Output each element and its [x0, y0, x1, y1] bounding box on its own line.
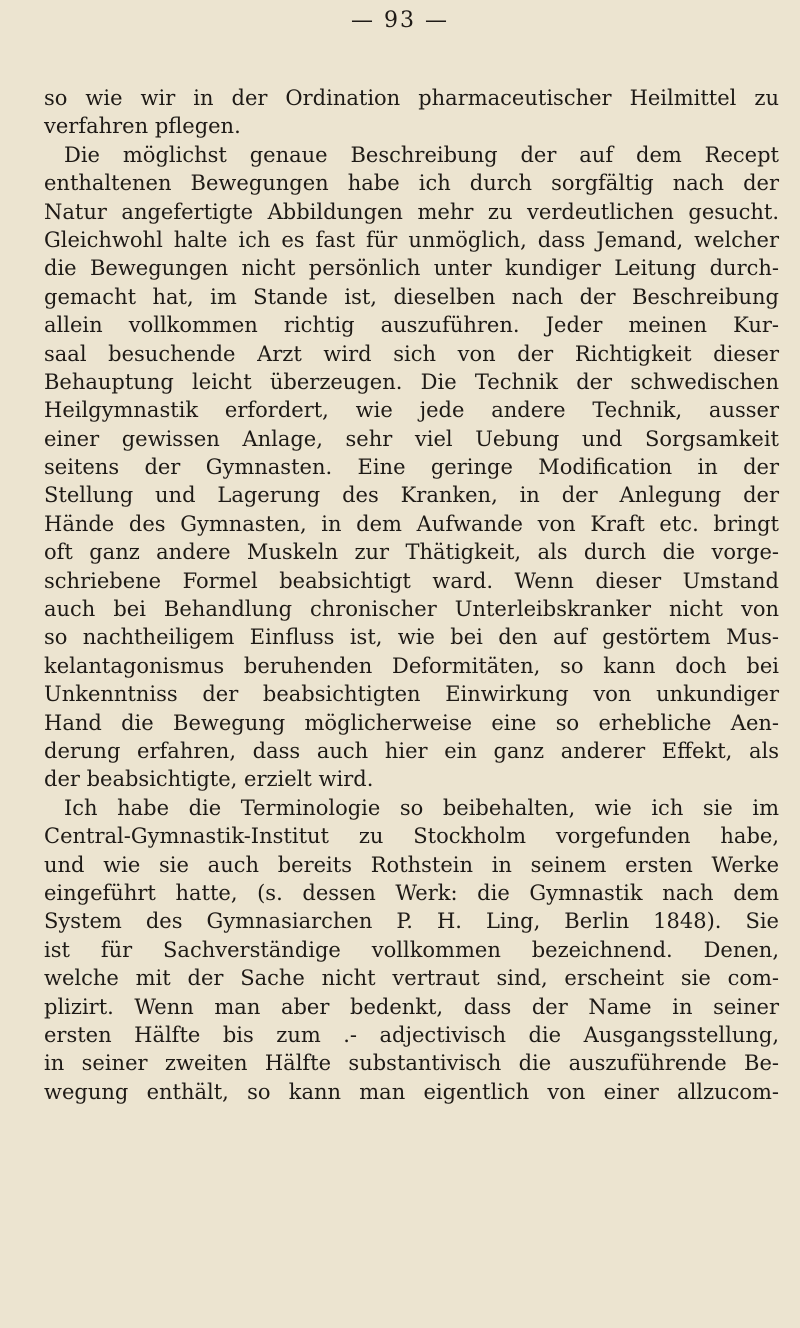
- text-line: derung erfahren, dass auch hier ein ganz anderer Effekt, als: [44, 738, 779, 763]
- text-line: oft ganz andere Muskeln zur Thätigkeit, als durch die vorge-: [44, 540, 779, 565]
- text-line: Gleichwohl halte ich es fast für unmöglich, dass Jemand, welcher: [44, 227, 779, 252]
- text-line: welche mit der Sache nicht vertraut sind, erscheint sie com-: [44, 966, 779, 991]
- text-line: Unkenntniss der beabsichtigten Einwirkung von unkundiger: [44, 682, 779, 707]
- text-line: Behauptung leicht überzeugen. Die Technik der schwedischen: [44, 369, 779, 394]
- text-line: verfahren pflegen.: [44, 114, 241, 139]
- text-line: Ich habe die Terminologie so beibehalten, wie ich sie im: [64, 795, 779, 820]
- text-line: allein vollkommen richtig auszuführen. Jeder meinen Kur-: [44, 313, 779, 338]
- text-line: wegung enthält, so kann man eigentlich von einer allzucom-: [44, 1079, 779, 1104]
- text-line: so nachtheiligem Einfluss ist, wie bei den auf gestörtem Mus-: [44, 625, 779, 650]
- text-line: Hände des Gymnasten, in dem Aufwande von Kraft etc. bringt: [44, 511, 779, 536]
- text-line: so wie wir in der Ordination pharmaceutischer Heilmittel zu: [44, 86, 779, 110]
- text-line: ist für Sachverständige vollkommen bezeichnend. Denen,: [44, 937, 779, 962]
- text-line: seitens der Gymnasten. Eine geringe Modification in der: [44, 455, 779, 480]
- text-line: auch bei Behandlung chronischer Unterleibskranker nicht von: [44, 597, 779, 622]
- text-line: der beabsichtigte, erzielt wird.: [44, 767, 374, 792]
- text-line: die Bewegungen nicht persönlich unter kundiger Leitung durch-: [44, 256, 779, 281]
- text-line: Central-Gymnastik-Institut zu Stockholm vorgefunden habe,: [44, 824, 779, 849]
- paragraph: [44, 84, 779, 141]
- text-line: in seiner zweiten Hälfte substantivisch die auszuführende Be-: [44, 1051, 779, 1076]
- text-line: gemacht hat, im Stande ist, dieselben nach der Beschreibung: [44, 284, 779, 309]
- text-line: Hand die Bewegung möglicherweise eine so erhebliche Aen-: [44, 710, 779, 735]
- text-line: kelantagonismus beruhenden Deformitäten, so kann doch bei: [44, 653, 779, 678]
- paragraph: [44, 141, 779, 794]
- text-line: plizirt. Wenn man aber bedenkt, dass der Name in seiner: [44, 994, 779, 1019]
- text-line: Die möglichst genaue Beschreibung der auf dem Recept: [64, 142, 779, 167]
- body-text: [44, 84, 779, 1106]
- text-line: System des Gymnasiarchen P. H. Ling, Berlin 1848). Sie: [44, 909, 779, 934]
- text-line: schriebene Formel beabsichtigt ward. Wenn dieser Umstand: [44, 568, 779, 593]
- text-line: Heilgymnastik erfordert, wie jede andere Technik, ausser: [44, 398, 779, 423]
- text-line: eingeführt hatte, (s. dessen Werk: die Gymnastik nach dem: [44, 880, 779, 905]
- page-number: — 93 —: [351, 8, 449, 33]
- text-line: einer gewissen Anlage, sehr viel Uebung und Sorgsamkeit: [44, 426, 779, 451]
- text-line: Stellung und Lagerung des Kranken, in der Anlegung der: [44, 483, 779, 508]
- text-line: saal besuchende Arzt wird sich von der Richtigkeit dieser: [44, 341, 779, 366]
- text-line: enthaltenen Bewegungen habe ich durch sorgfältig nach der: [44, 171, 779, 196]
- text-line: und wie sie auch bereits Rothstein in seinem ersten Werke: [44, 852, 779, 877]
- text-line: ersten Hälfte bis zum .- adjectivisch die Ausgangsstellung,: [44, 1022, 779, 1047]
- paragraph: [44, 794, 779, 1106]
- text-line: Natur angefertigte Abbildungen mehr zu verdeutlichen gesucht.: [44, 199, 779, 224]
